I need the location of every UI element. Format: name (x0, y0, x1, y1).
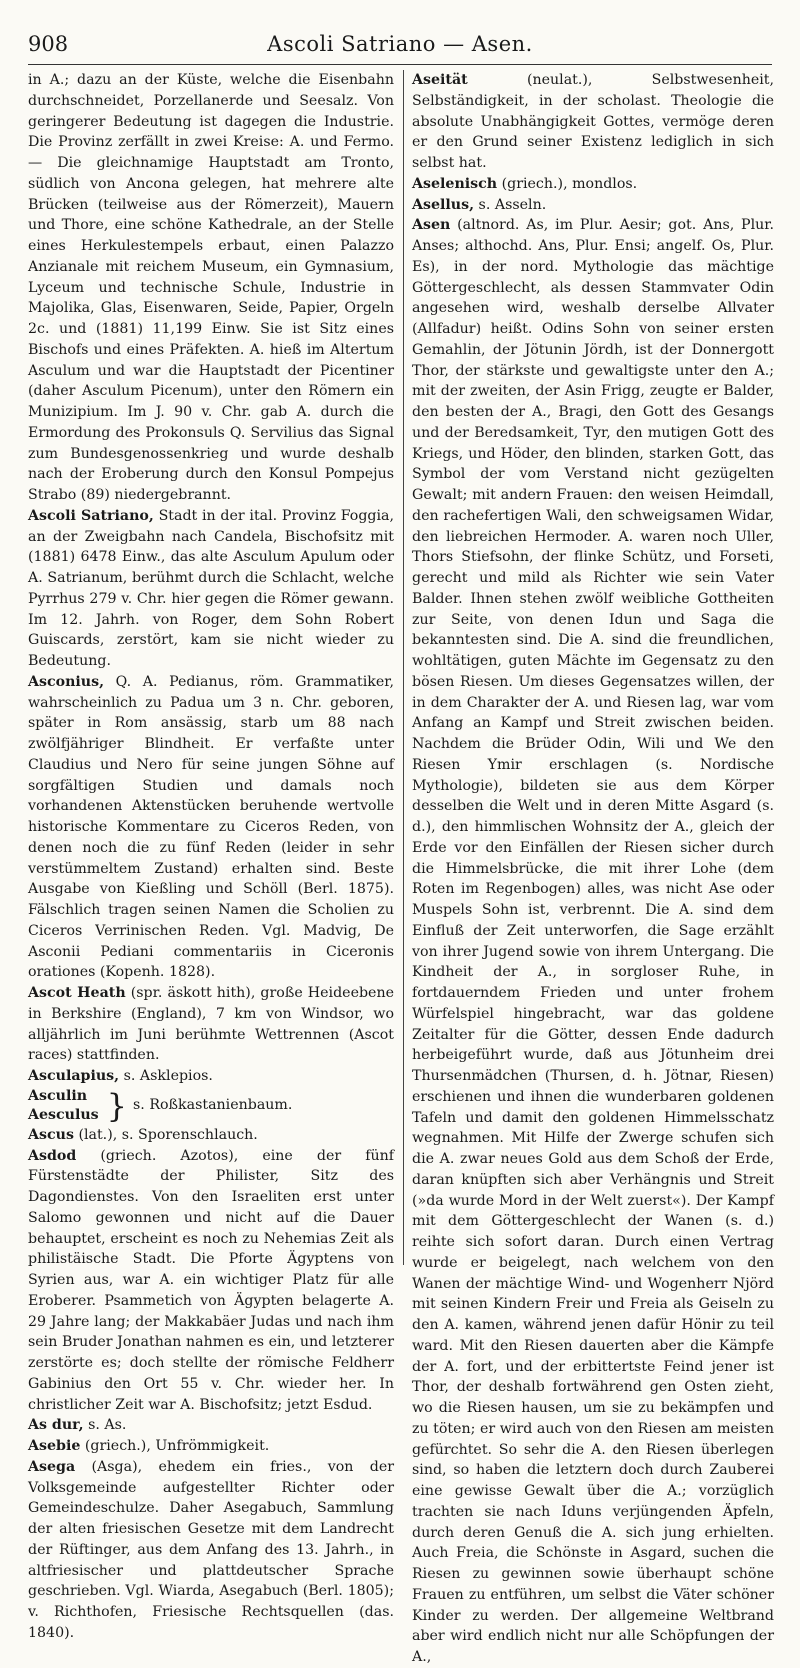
page-header (28, 30, 772, 65)
entry-text: (griech.), Unfrömmigkeit. (80, 1438, 270, 1454)
dictionary-entry (412, 195, 774, 216)
dictionary-entry (28, 1457, 394, 1644)
entry-text: s. As. (83, 1417, 127, 1434)
entry-text: (Asga), ehedem ein fries., von der Volksgemeinde aufgestellter Richter oder Gemeindeschulze. Daher Asegabuch, Sammlung der alten friesischen Gesetze mit dem Landrecht der Rüftinger, aus dem Anfang des 13. Jahrh., in altfriesischer und plattdeutscher Sprache geschrieben. Vgl. Wiarda, Asegabuch (Berl. 1805); v. Richthofen, Friesische Rechtsquellen (das. 1840). (28, 1458, 394, 1641)
entry-text: s. Asseln. (474, 196, 547, 213)
entry-headword: Asega (28, 1458, 76, 1475)
entry-headword: Aselenisch (412, 175, 498, 192)
entry-headword: Aseität (412, 72, 468, 88)
entry-text: Stadt in der ital. Provinz Foggia, an der Zweigbahn nach Candela, Bischofsitz mit (1881) 6478 Einw., das alte Asculum Apulum oder A. Satrianum, berühmt durch die Schlacht, welche Pyrrhus 279 v. Chr. hier gegen die Römer gewann. Im 12. Jahrh. von Roger, dem Sohn Robert Guiscards, zerstört, kam sie nicht wieder zu Bedeutung. (28, 507, 394, 669)
dictionary-entry (28, 1146, 394, 1416)
right-column (412, 70, 774, 1665)
entry-text: Q. A. Pedianus, röm. Grammatiker, wahrscheinlich zu Padua um 3 n. Chr. geboren, später in Rom ansässig, starb um 88 nach zwölfjähriger Blindheit. Er verfaßte unter Claudius und Nero für seine jungen Söhne auf sorgfältigen Studien und damals noch vorhandenen Aktenstücken beruhende wertvolle historische Kommentare zu Ciceros Reden, von denen noch die zu fünf Reden (leider in sehr verstümmeltem Zustand) erhalten sind. Beste Ausgabe von Kießling und Schöll (Berl. 1875). Fälschlich tragen seinen Namen die Scholien zu Ciceros Verrinischen Reden. Vgl. Madvig, De Asconii Pediani commentariis in Ciceronis orationes (Kopenh. 1828). (28, 673, 394, 981)
dictionary-entry (412, 174, 774, 195)
entry-headword: Asen (412, 217, 451, 234)
dictionary-entry (412, 215, 774, 1668)
entry-headword: Aesculus (28, 1106, 99, 1123)
entry-text: (neulat.), Selbstwesenheit, Selbständigkeit, in der scholast. Theologie die absolute Unabhängigkeit Gottes, vermöge deren er den Grund seiner Existenz lediglich in sich selbst hat. (412, 72, 774, 171)
entry-text: (altnord. As, im Plur. Aesir; got. Ans, Plur. Anses; althochd. Ans, Plur. Ensi; angelf. Os, Plur. Es), in der nord. Mythologie das mächtige Göttergeschlecht, als dessen Stammvater Odin angesehen wird, weshalb derselbe Allvater (Allfadur) heißt. Odins Sohn von seiner ersten Gemahlin, der Jötunin Jördh, ist der Donnergott Thor, der stärkste und gewaltigste unter den A.; mit der zweiten, der Asin Frigg, zeugte er Balder, den besten der A., Bragi, den Gott des Gesangs und der Beredsamkeit, Tyr, den mutigen Gott des Kriegs, und Höder, den blinden, starken Gott, das Symbol der vom Verstand nicht gezügelten Gewalt; mit andern Frauen: den weisen Heimdall, den rachefertigen Wali, den schweigsamen Widar, den liebreichen Hermoder. A. waren noch Uller, Thors Stiefsohn, der flinke Schütz, und Forseti, gerecht und mild als Richter wie sein Vater Balder. Ihnen stehen zwölf weibliche Gottheiten zur Seite, von denen Idun und Saga die bekanntesten sind. Die A. sind die freundlichen, wohltätigen, guten Mächte im Gegensatz zu den bösen Riesen. Um dieses Gegensatzes willen, der in dem Charakter der A. und Riesen lag, war vom Anfang an Kampf und Streit zwischen beiden. Nachdem die Brüder Odin, Wili und We den Riesen Ymir erschlagen (s. Nordische Mythologie), bildeten sie aus dem Körper desselben die Welt und in deren Mitte Asgard (s. d.), den himmlischen Wohnsitz der A., gleich der Erde vor den Einfällen der Riesen sicher durch die Himmelsbrücke, die mit ihrer Lohe (dem Roten im Regenbogen) alles, was nicht Ase oder Muspels Sohn ist, verbrennt. Die A. sind dem Einfluß der Zeit unterworfen, die Sage erzählt von ihrer Jugend sowie von ihrem Untergang. Die Kindheit der A., in sorgloser Ruhe, in fortdauerndem Frieden und unter frohem Würfelspiel hingebracht, war das goldene Zeitalter für die Götter, dessen Ende dadurch herbeigeführt wurde, daß aus Jötunheim drei Thursenmädchen (Thursen, d. h. Jötnar, Riesen) erschienen und ihnen die wunderbaren goldenen Tafeln und damit den goldenen Himmelsschatz wegnahmen. Mit Hilfe der Zwerge schufen sich die A. zwar neues Gold aus dem Schoß der Erde, daran knüpften sich aber Verhängnis und Streit (»da wurde Mord in der Welt zuerst«). Der Kampf mit dem Göttergeschlecht der Wanen (s. d.) reihte sich sofort daran. Durch einen Vertrag wurde er beigelegt, nach welchem von den Wanen der mächtige Wind- und Wogenherr Njörd mit seinen Kindern Freir und Freia als Geiseln zu den A. kamen, während jenen dafür Hönir zu teil ward. Mit den Riesen dauerten aber die Kämpfe der A. fort, und der erbittertste Feind jener ist Thor, der deshalb fortwährend gen Osten zieht, wo die Riesen hausen, um sie zu bekämpfen und zu töten; er wird auch von den Riesen am meisten gefürchtet. So sehr die A. den Riesen überlegen sind, so haben die letztern doch durch Zauberei eine gewisse Gewalt über die A.; vorzüglich trachten sie nach Iduns verjüngenden Äpfeln, durch deren Genuß die A. sich jung erhielten. Auch Freia, die Schönste in Asgard, suchen die Riesen zu gewinnen sowie überhaupt schöne Frauen zu entführen, um selbst die Väter schöner Kinder zu werden. Der allgemeine Weltbrand aber wird endlich nicht nur alle Schöpfungen der A., (412, 217, 774, 1665)
running-title: Ascoli Satriano — Asen. (267, 32, 533, 56)
dictionary-entry (28, 1125, 394, 1146)
entry-text: s. Asklepios. (119, 1068, 213, 1084)
entry-headword: Ascot Heath (28, 985, 126, 1001)
dictionary-entry (28, 1436, 394, 1457)
entry-text: (griech.), mondlos. (497, 175, 638, 192)
left-column (28, 70, 394, 1641)
entry-text: s. Roßkastanienbaum. (133, 1097, 293, 1114)
entry-headword: Asellus, (412, 196, 475, 213)
dictionary-entry (28, 983, 394, 1066)
page-number: 908 (28, 32, 69, 56)
entry-headword: As dur, (28, 1417, 84, 1434)
entry-headword: Ascoli Satriano, (28, 507, 154, 524)
entry-text: (griech. Azotos), eine der fünf Fürstenstädte der Philister, Sitz des Dagondienstes. Von den Israeliten erst unter Salomo gewonnen und nicht auf die Dauer behauptet, erscheint es noch zu Nehemias Zeit als philistäische Stadt. Die Pforte Ägyptens von Syrien aus, war A. ein wichtiger Platz für alle Eroberer. Psammetich von Ägypten belagerte A. 29 Jahre lang; der Makkabäer Judas und nach ihm sein Bruder Jonathan nahmen es ein, und letzterer zerstörte es; doch stellte der römische Feldherr Gabinius den Ort 55 v. Chr. wieder her. In christlicher Zeit war A. Bischofsitz; jetzt Esdud. (28, 1147, 394, 1413)
dictionary-entry (28, 70, 394, 506)
entry-headword: Asculin (28, 1087, 88, 1104)
entry-text: (lat.), s. Sporenschlauch. (73, 1126, 258, 1143)
dictionary-entry (28, 1066, 394, 1087)
entry-headword: Asculapius, (28, 1068, 120, 1084)
entry-text: in A.; dazu an der Küste, welche die Eisenbahn durchschneidet, Porzellanerde und Seesalz. Von geringerer Bedeutung ist dagegen die Industrie. Die Provinz zerfällt in zwei Kreise: A. und Fermo. — Die gleichnamige Hauptstadt am Tronto, südlich von Ancona gelegen, hat mehrere alte Brücken (teilweise aus der Römerzeit), Mauern und Thore, eine schöne Kathedrale, an der Stelle eines Herkulestempels erbaut, einen Palazzo Anzianale mit reichem Museum, ein Gymnasium, Lyceum und technische Schule, Industrie in Majolika, Glas, Eisenwaren, Seide, Papier, Orgeln 2c. und (1881) 11,199 Einw. Sie ist Sitz eines Bischofs und eines Präfekten. A. hieß im Altertum Asculum und war die Hauptstadt der Picentiner (daher Asculum Picenum), unter den Römern ein Munizipium. Im J. 90 v. Chr. gab A. durch die Ermordung des Prokonsuls Q. Servilius das Signal zum Bundesgenossenkrieg und wurde deshalb nach der Eroberung durch den Konsul Pompejus Strabo (89) niedergebrannt. (28, 72, 394, 503)
column-divider (403, 70, 404, 1265)
dictionary-entry (28, 1415, 394, 1436)
entry-headword: Asdod (28, 1147, 77, 1164)
entry-headword: Asebie (28, 1438, 81, 1454)
dictionary-entry (28, 672, 394, 983)
dictionary-entry (28, 1087, 394, 1125)
entry-text: (spr. äskott hith), große Heideebene in Berkshire (England), 7 km von Windsor, wo alljährlich im Juni berühmte Wettrennen (Ascot races) stattfinden. (28, 985, 394, 1064)
entry-headword: Ascus (28, 1126, 74, 1143)
entry-headword: Asconius, (28, 673, 105, 690)
dictionary-entry (412, 70, 774, 174)
brace-glyph: } (106, 1086, 128, 1125)
dictionary-entry (28, 506, 394, 672)
